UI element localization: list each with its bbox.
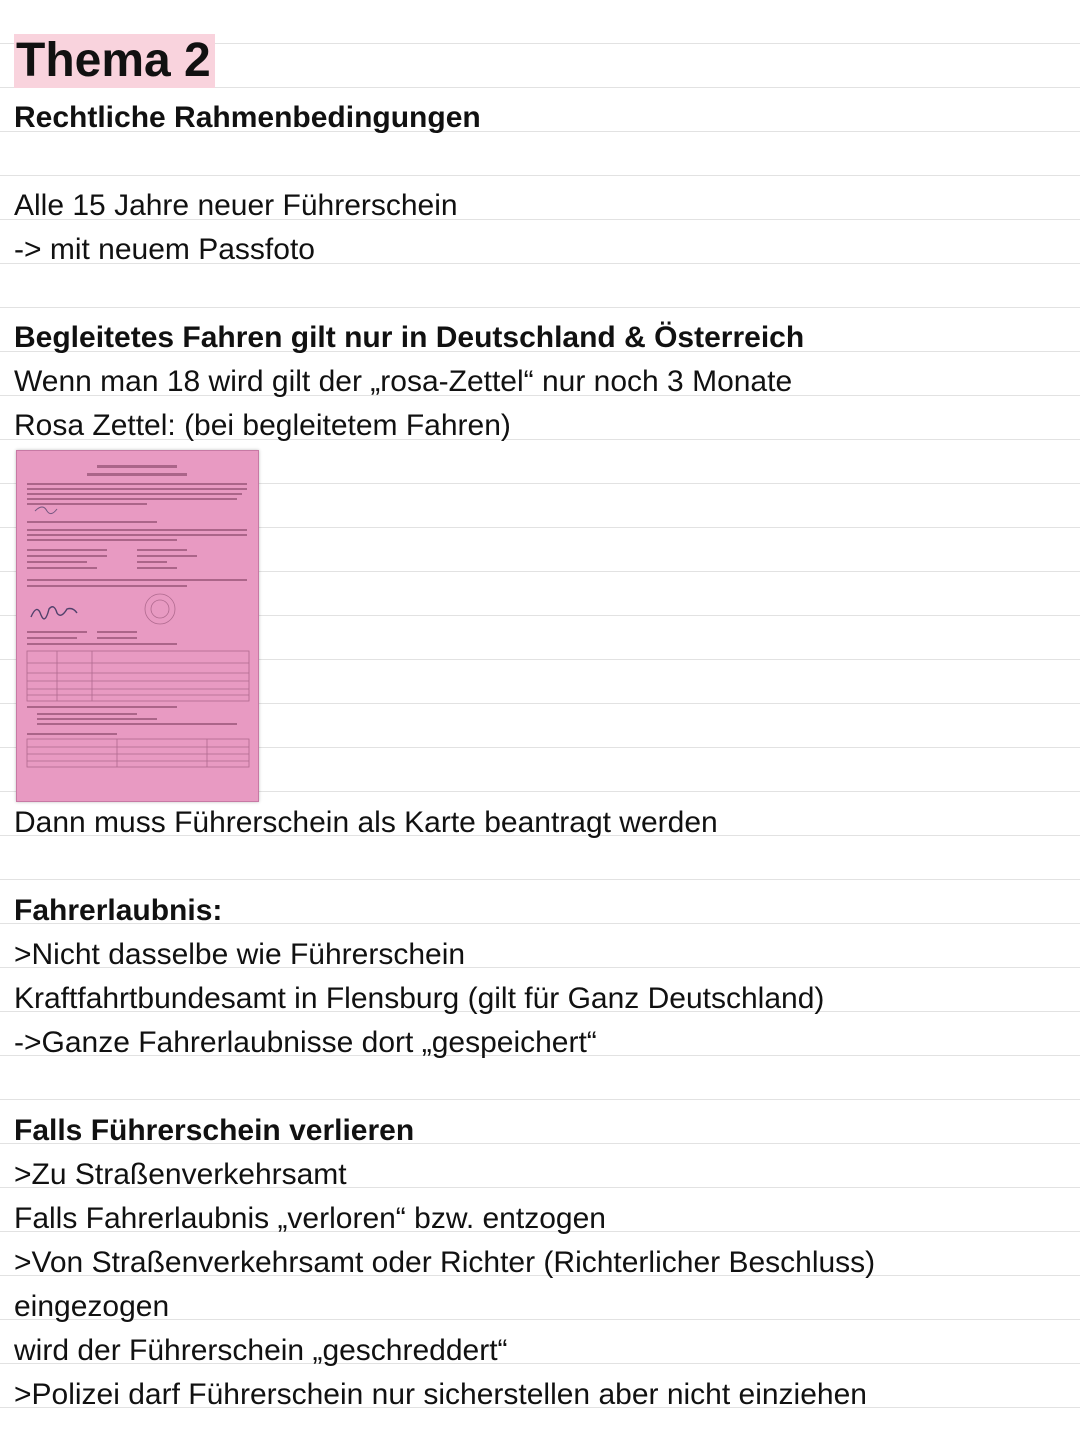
verlieren-line-3: >Von Straßenverkehrsamt oder Richter (Richterlicher Beschluss)	[14, 1246, 876, 1279]
verlieren-line-6: >Polizei darf Führerschein nur sicherstellen aber nicht einziehen	[14, 1378, 867, 1411]
accompanied-line-2: Rosa Zettel: (bei begleitetem Fahren)	[14, 409, 511, 442]
accompanied-line-1: Wenn man 18 wird gilt der „rosa-Zettel“ nur noch 3 Monate	[14, 365, 793, 398]
accompanied-after-image: Dann muss Führerschein als Karte beantragt werden	[14, 806, 718, 839]
title-container	[14, 34, 215, 88]
renewal-line-2: -> mit neuem Passfoto	[14, 233, 315, 266]
verlieren-line-5: wird der Führerschein „geschreddert“	[14, 1334, 508, 1367]
page-title: Thema 2	[14, 34, 215, 88]
verlieren-line-2: Falls Fahrerlaubnis „verloren“ bzw. entzogen	[14, 1202, 606, 1235]
subtitle: Rechtliche Rahmenbedingungen	[14, 101, 481, 134]
verlieren-heading: Falls Führerschein verlieren	[14, 1114, 415, 1147]
fahrerlaubnis-line-2: Kraftfahrtbundesamt in Flensburg (gilt für Ganz Deutschland)	[14, 982, 825, 1015]
renewal-line-1: Alle 15 Jahre neuer Führerschein	[14, 189, 458, 222]
fahrerlaubnis-line-3: ->Ganze Fahrerlaubnisse dort „gespeichert“	[14, 1026, 597, 1059]
rosa-zettel-image	[16, 450, 259, 802]
fahrerlaubnis-heading: Fahrerlaubnis:	[14, 894, 223, 927]
verlieren-line-1: >Zu Straßenverkehrsamt	[14, 1158, 347, 1191]
verlieren-line-4: eingezogen	[14, 1290, 170, 1323]
rosa-zettel-document-illustration	[17, 451, 258, 801]
accompanied-heading: Begleitetes Fahren gilt nur in Deutschland & Österreich	[14, 321, 805, 354]
fahrerlaubnis-line-1: >Nicht dasselbe wie Führerschein	[14, 938, 466, 971]
